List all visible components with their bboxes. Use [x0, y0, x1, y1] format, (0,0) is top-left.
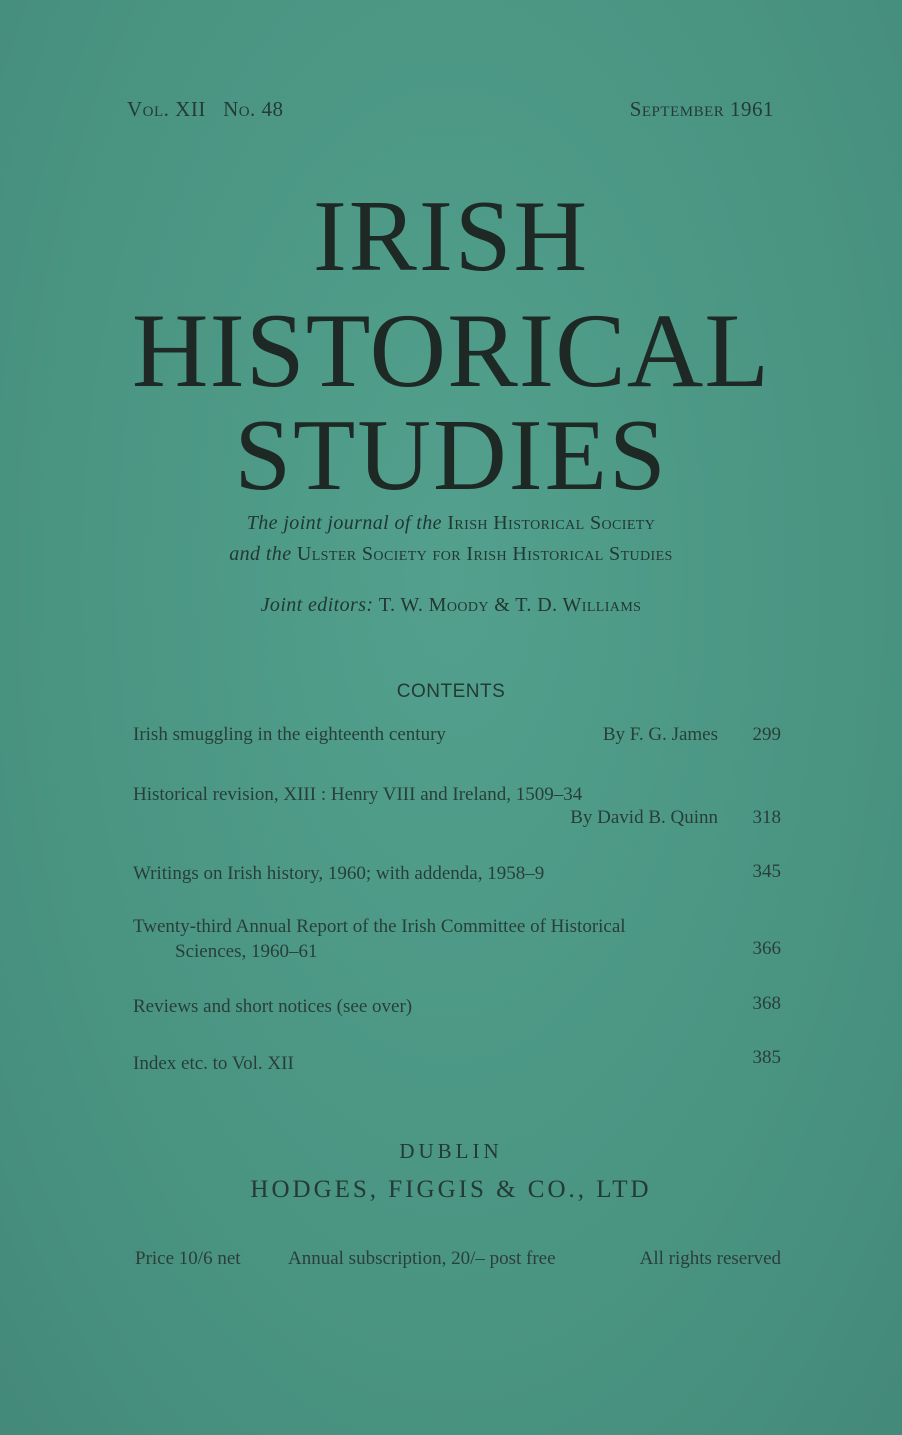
- toc-item-author: By F. G. James: [602, 724, 718, 745]
- editors-label: Joint editors:: [260, 594, 374, 616]
- title-line-1: IRISH: [312, 180, 590, 293]
- subtitle-line-2-italic: and the: [229, 543, 292, 565]
- subscription: Annual subscription, 20/– post free: [288, 1248, 556, 1269]
- toc-item-page: 345: [752, 861, 781, 882]
- title-line-2: HISTORICAL: [131, 292, 771, 409]
- toc-item-page: 318: [752, 807, 781, 828]
- toc-item-page: 368: [752, 993, 781, 1014]
- toc-item-title: Irish smuggling in the eighteenth century: [133, 724, 446, 745]
- publisher-city: DUBLIN: [399, 1139, 503, 1163]
- toc-item-title: Twenty-third Annual Report of the Irish Committee of Historical: [133, 916, 626, 937]
- issue-date: September 1961: [629, 97, 774, 121]
- rights-notice: All rights reserved: [639, 1248, 781, 1269]
- publisher-name: HODGES, FIGGIS & CO., LTD: [250, 1176, 652, 1203]
- subtitle-line-1-society: Irish Historical Society: [447, 512, 656, 534]
- toc-item-page: 366: [752, 938, 781, 959]
- price: Price 10/6 net: [135, 1248, 241, 1269]
- toc-item-title: Reviews and short notices (see over): [133, 996, 413, 1017]
- volume: Vol. XII: [127, 97, 206, 121]
- toc-item-title: Writings on Irish history, 1960; with addenda, 1958–9: [133, 863, 545, 884]
- toc-item-page: 299: [752, 724, 781, 745]
- title-line-3: STUDIES: [234, 399, 668, 512]
- volume-number: [127, 97, 284, 122]
- subtitle-line-2-society: Ulster Society for Irish Historical Studies: [296, 543, 673, 565]
- issue-number: No. 48: [223, 97, 284, 121]
- toc-item-title-cont: Sciences, 1960–61: [175, 941, 318, 962]
- subtitle-line-1: [0, 512, 902, 535]
- subtitle-line-1-italic: The joint journal of the: [246, 512, 442, 534]
- subtitle-line-2: [0, 543, 902, 566]
- toc-item-author: By David B. Quinn: [570, 807, 718, 828]
- toc-item-page: 385: [752, 1047, 781, 1068]
- toc-item-title: Historical revision, XIII : Henry VIII and Ireland, 1509–34: [133, 784, 583, 805]
- toc-item-title: Index etc. to Vol. XII: [133, 1053, 294, 1074]
- contents-heading: CONTENTS: [396, 681, 506, 702]
- editors-names: T. W. Moody & T. D. Williams: [378, 594, 642, 616]
- editors-line: [0, 594, 902, 617]
